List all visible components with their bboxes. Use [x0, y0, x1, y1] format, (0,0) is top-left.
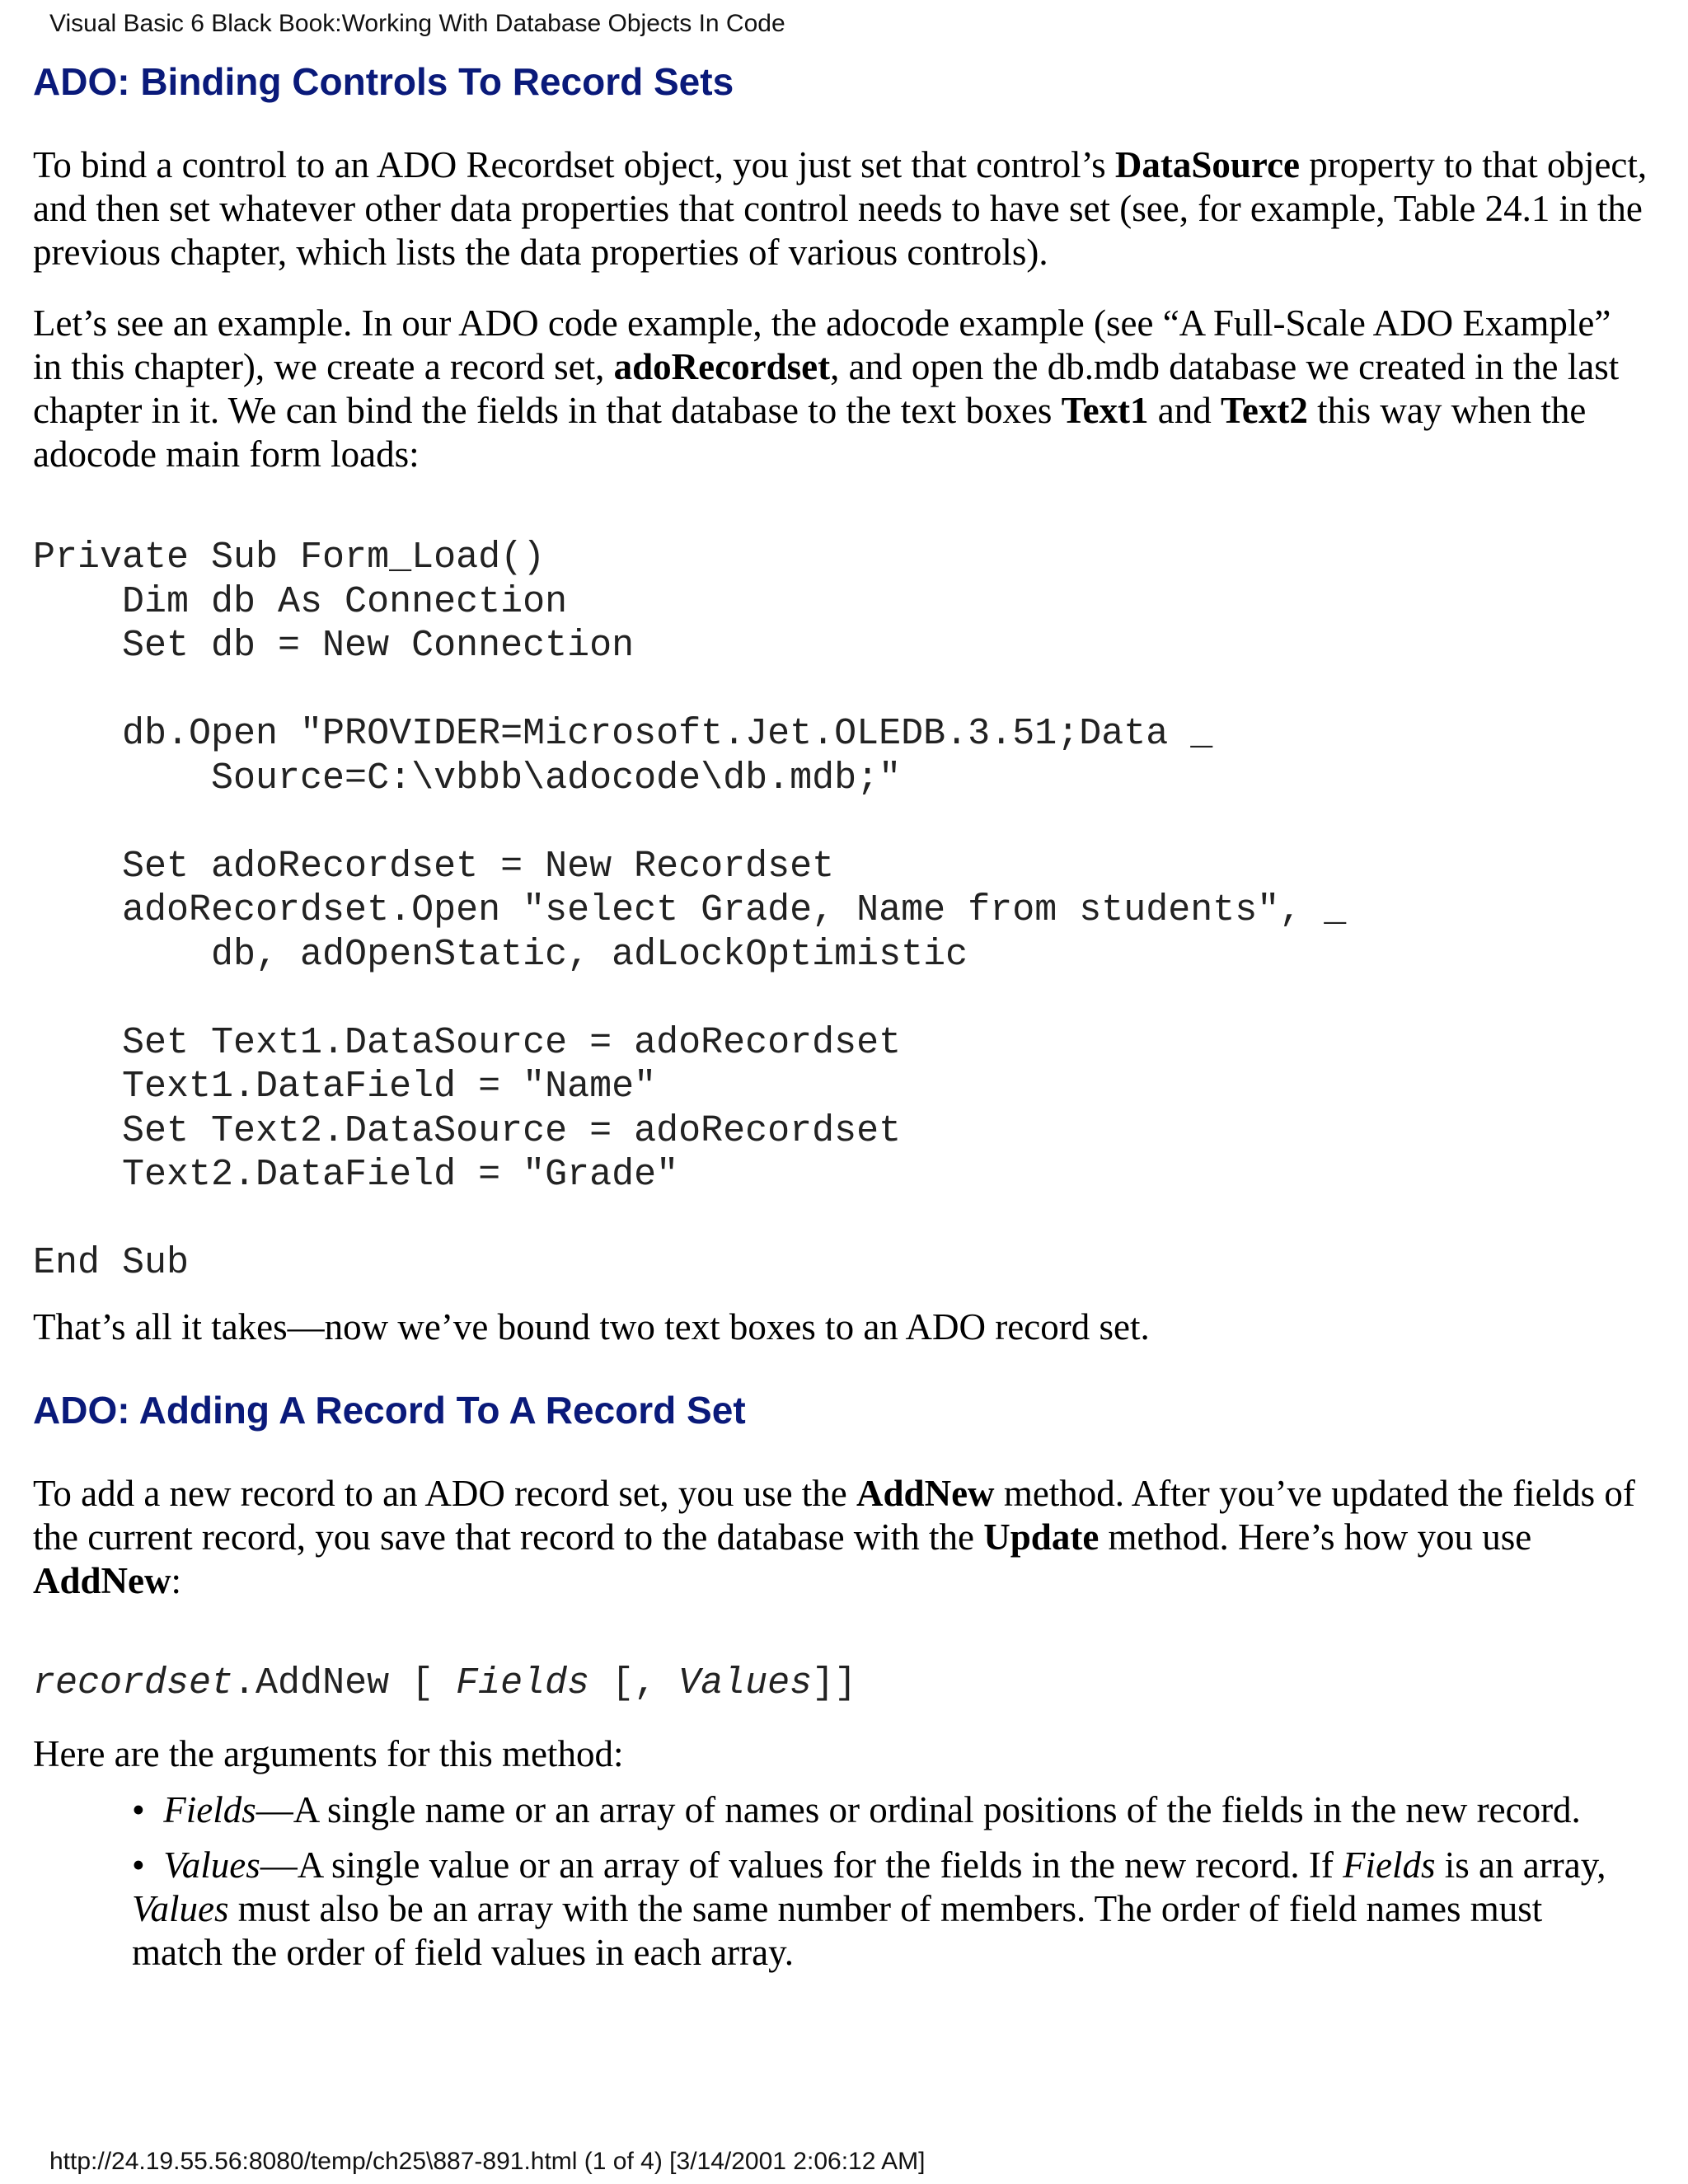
paragraph-binding-example: Let’s see an example. In our ADO code example, the adocode example (see “A Full-Scale ADO Example” in this chapter), we create a record set, adoRecordset, and open the db.mdb database we created in the last chapter in it. We can bind the fields in that database to the text boxes Text1 and Text2 this way when the adocode main form loads: [33, 302, 1620, 475]
bold-term: AddNew [856, 1473, 995, 1514]
code-block-form-load: Private Sub Form_Load() Dim db As Connection Set db = New Connection db.Open "PROVIDER=Microsoft.Jet.OLEDB.3.51;Data _ Source=C:\vbbb\adocode\db.mdb;" Set adoRecordset = New Recordset adoRecordset.Open "select Grade, Name from students", _ db, adOpenStatic, adLockOptimistic Set Text1.DataSource = adoRecordset Text1.DataField = "Name" Set Text2.DataSource = adoRecordset Text2.DataField = "Grade" End Sub [33, 537, 1347, 1284]
paragraph-binding-intro: To bind a control to an ADO Recordset object, you just set that control’s DataSource property to that object, and then set whatever other data properties that control needs to have set (see, for example, Table 24.1 in the previous chapter, which lists the data properties of various controls). [33, 144, 1648, 273]
bold-term: Text2 [1221, 390, 1308, 431]
paragraph-addnew-intro: To add a new record to an ADO record set, you use the AddNew method. After you’ve updated the fields of the current record, you save that record to the database with the Update method. Here’s how you use AddNew: [33, 1473, 1635, 1601]
paragraph-binding-summary: That’s all it takes—now we’ve bound two text boxes to an ADO record set. [33, 1306, 1150, 1347]
section-heading-addnew: ADO: Adding A Record To A Record Set [33, 1389, 746, 1432]
bold-term: adoRecordset [613, 346, 831, 387]
bold-term: DataSource [1114, 144, 1301, 185]
paragraph-arguments-intro: Here are the arguments for this method: [33, 1733, 624, 1774]
argument-list [132, 1788, 1640, 1986]
section-heading-binding: ADO: Binding Controls To Record Sets [33, 60, 734, 103]
bold-term: AddNew [33, 1560, 171, 1601]
bold-term: Update [983, 1516, 1100, 1558]
list-item: • Values—A single value or an array of values for the fields in the new record. If Fields is an array, Values must also be an array with the same number of members. The order of field names must match the order of field values in each array. [132, 1844, 1640, 1975]
list-item: • Fields—A single name or an array of names or ordinal positions of the fields in the new record. [132, 1788, 1640, 1832]
page-header: Visual Basic 6 Black Book:Working With Database Objects In Code [49, 10, 785, 37]
bold-term: Text1 [1061, 390, 1149, 431]
page-footer-url: http://24.19.55.56:8080/temp/ch25\887-891.html (1 of 4) [3/14/2001 2:06:12 AM] [49, 2148, 926, 2175]
code-syntax-addnew: recordset.AddNew [ Fields [, Values]] [33, 1662, 857, 1704]
